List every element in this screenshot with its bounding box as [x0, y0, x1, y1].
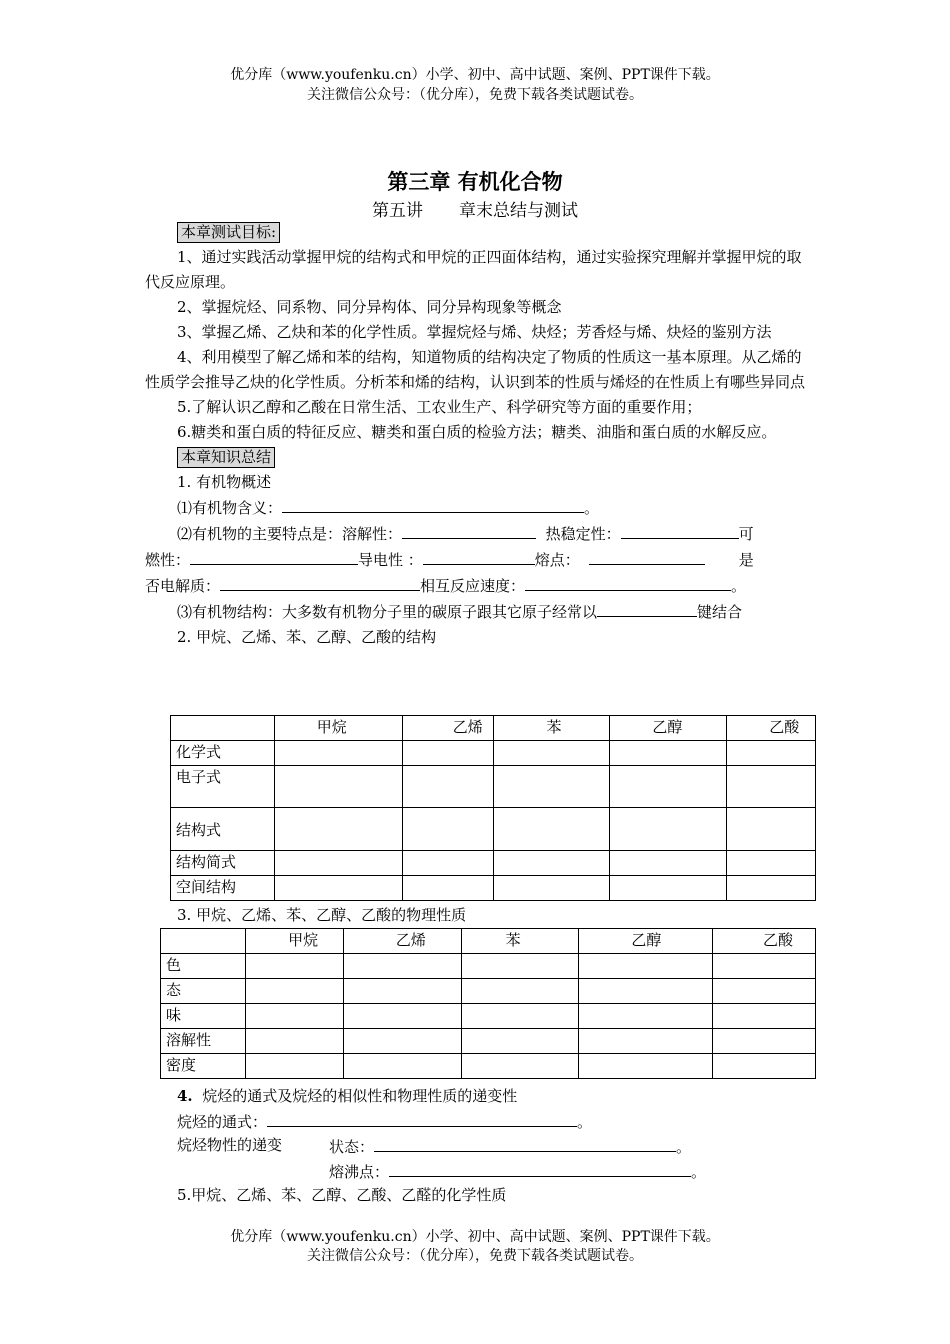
- section-4-title-text: 烷烃的通式及烷烃的相似性和物理性质的递变性: [202, 1087, 518, 1105]
- table-cell[interactable]: [274, 876, 402, 901]
- footer-line-2: 关注微信公众号：（优分库），免费下载各类试题试卷。: [307, 1248, 643, 1264]
- table-cell[interactable]: [727, 808, 816, 851]
- table-header-cell: 苯: [494, 716, 610, 741]
- table-header-cell: 乙醇: [579, 929, 713, 954]
- alkane-trend-label: 烷烃物性的递变: [177, 1136, 283, 1154]
- table-cell[interactable]: [402, 851, 494, 876]
- table-header-cell: 乙酸: [712, 929, 815, 954]
- table-cell[interactable]: [274, 741, 402, 766]
- physical-properties-table: [160, 928, 816, 1079]
- page-title: 第三章 有机化合物: [387, 170, 563, 194]
- table-cell[interactable]: [494, 876, 610, 901]
- organic-features-line-2: [145, 547, 807, 573]
- alkane-mp-label: 熔沸点：: [329, 1163, 390, 1181]
- table-cell[interactable]: [246, 1029, 344, 1054]
- table-cell[interactable]: [579, 979, 713, 1004]
- section-4-number: 4.: [177, 1087, 193, 1105]
- table-header-cell: 乙酸: [727, 716, 816, 741]
- solubility-blank[interactable]: [402, 521, 536, 539]
- table-header-cell: 乙烯: [343, 929, 461, 954]
- organic-features-line: [145, 521, 807, 547]
- table-row: [161, 979, 816, 1004]
- table-row: [171, 876, 816, 901]
- table-header-cell: 乙醇: [610, 716, 727, 741]
- alkane-formula-line: [177, 1109, 592, 1133]
- table-header-cell: 乙烯: [402, 716, 494, 741]
- goal-item: 5.了解认识乙醇和乙酸在日常生活、工农业生产、科学研究等方面的重要作用；: [177, 398, 702, 416]
- goals-tag: 本章测试目标:: [177, 222, 280, 243]
- definition-blank[interactable]: [282, 495, 584, 513]
- row-label: 化学式: [171, 741, 275, 766]
- reaction-speed-blank[interactable]: [525, 573, 731, 591]
- alkane-state-label: 状态：: [329, 1138, 375, 1156]
- table-cell[interactable]: [712, 1004, 815, 1029]
- alkane-formula-label: 烷烃的通式：: [177, 1113, 268, 1131]
- row-label: 结构式: [171, 808, 275, 851]
- table-cell[interactable]: [461, 954, 579, 979]
- section-3-title: 3. 甲烷、乙烯、苯、乙醇、乙酸的物理性质: [177, 906, 467, 924]
- row-label: 味: [161, 1004, 246, 1029]
- goal-item: 3、掌握乙烯、乙炔和苯的化学性质。掌握烷烃与烯、炔烃；芳香烃与烯、炔烃的鉴别方法: [177, 323, 772, 341]
- period: 。: [731, 577, 747, 595]
- organic-structure-label: ⑶有机物结构：大多数有机物分子里的碳原子跟其它原子经常以: [177, 603, 598, 621]
- row-label: 结构简式: [171, 851, 275, 876]
- period: 。: [584, 499, 600, 517]
- header-line-1: 优分库（www.youfenku.cn）小学、初中、高中试题、案例、PPT课件下载。: [230, 67, 720, 83]
- section-5-title: 5.甲烷、乙烯、苯、乙醇、乙酸、乙醛的化学性质: [177, 1186, 507, 1204]
- table-cell[interactable]: [343, 1054, 461, 1079]
- organic-definition-label: ⑴有机物含义：: [177, 499, 283, 517]
- table-header-row: [171, 716, 816, 741]
- table-cell[interactable]: [246, 1054, 344, 1079]
- table-header-cell: 苯: [461, 929, 579, 954]
- table-cell[interactable]: [712, 954, 815, 979]
- table-cell[interactable]: [274, 808, 402, 851]
- table-cell[interactable]: [712, 979, 815, 1004]
- section-2-title: 2. 甲烷、乙烯、苯、乙醇、乙酸的结构: [177, 628, 437, 646]
- flammability-label-start: 可: [738, 525, 754, 543]
- table-cell[interactable]: [461, 1004, 579, 1029]
- melting-point-blank[interactable]: [589, 547, 705, 565]
- header-line-2: 关注微信公众号：（优分库），免费下载各类试题试卷。: [307, 87, 643, 103]
- electrolyte-label-start: 是: [738, 551, 754, 569]
- table-cell[interactable]: [246, 954, 344, 979]
- table-header-cell: 甲烷: [274, 716, 402, 741]
- table-cell[interactable]: [343, 1029, 461, 1054]
- alkane-state-line: [329, 1134, 691, 1158]
- row-label: 密度: [161, 1054, 246, 1079]
- alkane-formula-blank[interactable]: [267, 1109, 577, 1127]
- table-cell[interactable]: [402, 808, 494, 851]
- table-cell[interactable]: [461, 1029, 579, 1054]
- alkane-state-blank[interactable]: [374, 1134, 676, 1152]
- table-cell[interactable]: [727, 766, 816, 808]
- table-row: [161, 1054, 816, 1079]
- table-cell[interactable]: [343, 1004, 461, 1029]
- subtitle-lecture: 第五讲: [372, 201, 423, 221]
- conductivity-label: 导电性 ：: [358, 551, 423, 569]
- row-label: 溶解性: [161, 1029, 246, 1054]
- table-cell[interactable]: [494, 808, 610, 851]
- table-cell[interactable]: [494, 851, 610, 876]
- reaction-speed-label: 相互反应速度：: [420, 577, 526, 595]
- table-cell[interactable]: [402, 741, 494, 766]
- table-row: [161, 954, 816, 979]
- table-cell[interactable]: [274, 851, 402, 876]
- table-header-cell: 甲烷: [246, 929, 344, 954]
- table-cell[interactable]: [246, 979, 344, 1004]
- conductivity-blank[interactable]: [423, 547, 535, 565]
- table-cell[interactable]: [494, 766, 610, 808]
- table-cell[interactable]: [712, 1029, 815, 1054]
- row-label: 色: [161, 954, 246, 979]
- alkane-mp-blank[interactable]: [389, 1159, 691, 1177]
- period: 。: [577, 1113, 593, 1131]
- period: 。: [691, 1163, 707, 1181]
- bond-type-blank[interactable]: [597, 599, 697, 617]
- table-cell[interactable]: [494, 741, 610, 766]
- table-cell[interactable]: [402, 766, 494, 808]
- table-row: [171, 741, 816, 766]
- table-cell[interactable]: [461, 1054, 579, 1079]
- table-cell[interactable]: [343, 979, 461, 1004]
- table-cell[interactable]: [461, 979, 579, 1004]
- electrolyte-blank[interactable]: [220, 573, 420, 591]
- alkane-mp-line: [329, 1159, 706, 1183]
- structure-table: [170, 715, 816, 901]
- subtitle-topic: 章末总结与测试: [459, 201, 578, 221]
- flammability-label-end: 燃性：: [145, 551, 191, 569]
- table-cell[interactable]: [579, 954, 713, 979]
- table-row: [171, 808, 816, 851]
- table-row: [171, 851, 816, 876]
- table-cell[interactable]: [727, 876, 816, 901]
- organic-definition-line: [145, 495, 807, 521]
- table-cell[interactable]: [579, 1054, 713, 1079]
- goal-item: 1、通过实践活动掌握甲烷的结构式和甲烷的正四面体结构，通过实验探究理解并掌握甲烷的取代反应原理。: [145, 248, 802, 291]
- main-content: [145, 220, 807, 650]
- table-cell[interactable]: [610, 851, 727, 876]
- goal-item: 6.糖类和蛋白质的特征反应、糖类和蛋白质的检验方法；糖类、油脂和蛋白质的水解反应。: [177, 423, 777, 441]
- row-label: 电子式: [171, 766, 275, 808]
- table-row: [171, 766, 816, 808]
- footer-line-1: 优分库（www.youfenku.cn）小学、初中、高中试题、案例、PPT课件下载。: [230, 1229, 720, 1245]
- goal-item: 2、掌握烷烃、同系物、同分异构体、同分异构现象等概念: [177, 298, 562, 316]
- period: 。: [676, 1138, 692, 1156]
- melting-point-label: 熔点：: [534, 551, 580, 569]
- solubility-label: ⑵有机物的主要特点是：溶解性：: [177, 525, 403, 543]
- table-cell[interactable]: [610, 741, 727, 766]
- table-cell[interactable]: [610, 876, 727, 901]
- table-cell[interactable]: [727, 741, 816, 766]
- page-subtitle: [0, 196, 950, 221]
- table-cell[interactable]: [610, 766, 727, 808]
- thermal-stability-blank[interactable]: [621, 521, 739, 539]
- section-4-title: [177, 1085, 517, 1107]
- table-cell[interactable]: [246, 1004, 344, 1029]
- row-label: 空间结构: [171, 876, 275, 901]
- bond-label: 键结合: [697, 603, 743, 621]
- table-cell[interactable]: [579, 1029, 713, 1054]
- goal-item: 4、利用模型了解乙烯和苯的结构，知道物质的结构决定了物质的性质这一基本原理。从乙烯的性质学会推导乙炔的化学性质。分析苯和烯的结构，认识到苯的性质与烯烃的在性质上有哪些异同点: [145, 348, 806, 391]
- table-cell[interactable]: [402, 876, 494, 901]
- table-cell[interactable]: [610, 808, 727, 851]
- organic-structure-line: [145, 599, 807, 625]
- table-header-cell: [161, 929, 246, 954]
- flammability-blank[interactable]: [190, 547, 358, 565]
- electrolyte-label-end: 否电解质：: [145, 577, 221, 595]
- table-header-cell: [171, 716, 275, 741]
- section-1-title: 1. 有机物概述: [177, 473, 272, 491]
- row-label: 态: [161, 979, 246, 1004]
- table-cell[interactable]: [343, 954, 461, 979]
- table-header-row: [161, 929, 816, 954]
- table-cell[interactable]: [727, 851, 816, 876]
- organic-features-line-3: [145, 573, 807, 599]
- table-cell[interactable]: [274, 766, 402, 808]
- table-row: [161, 1029, 816, 1054]
- table-cell[interactable]: [712, 1054, 815, 1079]
- summary-tag: 本章知识总结: [177, 447, 275, 468]
- table-row: [161, 1004, 816, 1029]
- table-cell[interactable]: [579, 1004, 713, 1029]
- thermal-stability-label: 热稳定性：: [545, 525, 621, 543]
